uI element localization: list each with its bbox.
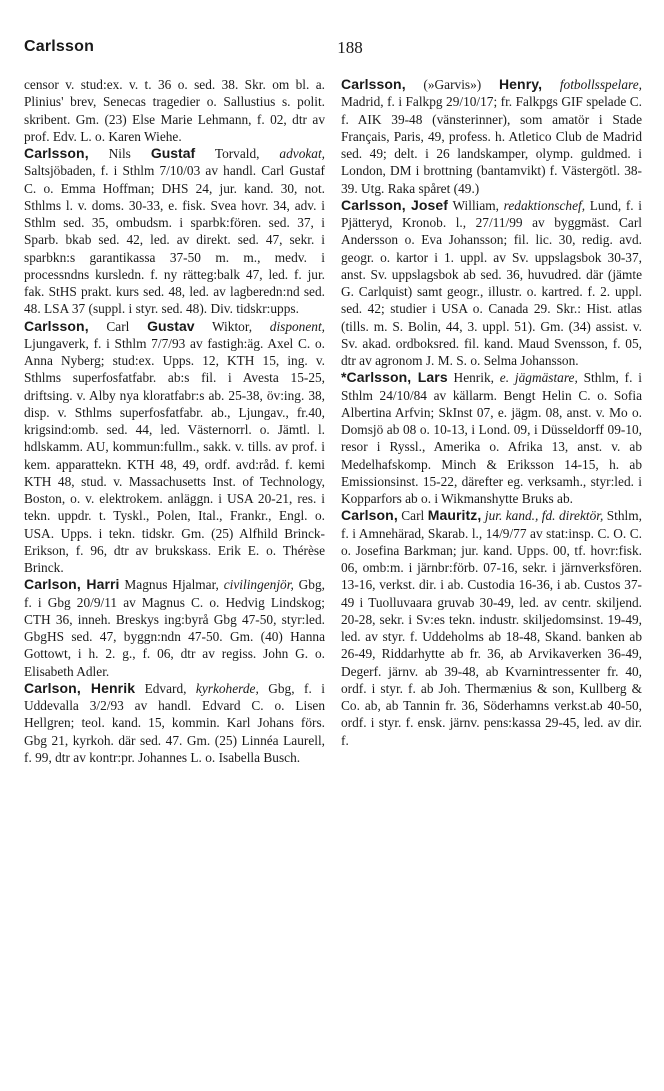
entry-lars-carlsson bbox=[341, 369, 642, 507]
entry-text: Gbg, f. i Gbg 20/9/11 av Magnus C. o. Hedvig Lindskog; CTH 36, inneh. Breskys ing:byrå Gbg 47-50, styr:led. GbgHS sed. 47, byggn:ndn 47-50. Gm. (40) Hanna Gottowt, i h. 2. g., f. 06, dtr av regiss. John G. o. Elisabeth Adler. bbox=[24, 577, 325, 679]
entry-text: Ljungaverk, f. i Sthlm 7/7/93 av fastigh:äg. Axel C. o. Anna Nyberg; stud:ex. Upps. 12, KTH 15, ing. v. Sthlms superfosfatfabr. ab:s fil. i Avesta 15-25, driftsing. v. Alby nya kloratfabr:s ab. 25-38, öv:ing. 38, disp. v. Sthlms superfosfatfabr. ab., Ljungav., fr.40, krigsind:omb. sed. 44, led. Västernorrl. o. Jämtl. l. hdlskamm. AU, kommun:fullm., sakk. v. tills. av prof. i kem. apparattekn. KTH 48, 49, ordf. avd:råd. f. kemi KTH 48, stud. v. Massachusetts Inst. of Technology, Boston, o. v. elektrokem. anläggn. i USA 20-21, res. i tekn. uppdr. t. Tyskl., Polen, Ital., Frankr., Engl. o. USA. Upps. i tekn. tidskr. Gm. (25) Alfhild Brinck-Erikson, f. 96, dtr av brukskass. Erik E. o. Thérèse Brinck. bbox=[24, 335, 325, 575]
entry-call-name: Gustaf bbox=[150, 145, 196, 161]
entry-text: censor v. stud:ex. v. t. 36 o. sed. 38. Skr. om bl. a. Plinius' brev, Senecas tragedier o. Sallustius s. polit. skribent. Gm. (23) Else Marie Lehmann, f. 02, dtr av prof. Edv. L. o. Karen Wiehe. bbox=[24, 77, 325, 144]
entry-text: Lund, f. i Pjätteryd, Kronob. l., 27/11/99 av byggmäst. Carl Andersson o. Eva Johansson; fil. lic. 30, redig. avd. geogr. o. kartor i 1. uppl. av Sv. uppslagsbok 30-37, anst. Sv. uppslagsbok ab sed. 36, huvudred. där (jämte G. Carlquist) samt geogr., illustr. o. kartred. f. 2. uppl. sed. 42; studier i USA o. Canada 29. Skr.: Hist. atlas (tills. m. S. Bolin, 44, 3. uppl. 51). Gm. (34) assist. v. Sv. akad. ordboksred. fil. kand. Maud Svensson, f. 05, dtr av agronom J. M. S. o. Selma Johansson. bbox=[341, 197, 642, 368]
entry-given-names: Carl bbox=[88, 318, 148, 334]
entry-carl-mauritz-carlson bbox=[341, 507, 642, 749]
running-head: Carlsson bbox=[24, 38, 95, 55]
entry-harri-carlson bbox=[24, 576, 325, 680]
entry-text: Gbg, f. i Uddevalla 3/2/93 av handl. Edvard C. o. Lisen Hellgren; teol. kand. 15, kommin. Karl Johans förs. Gbg 21, kyrkoh. där sed. 47. Gm. (25) Linnéa Laurell, f. 99, dtr av kontr:pr. Johannes L. o. Isabella Busch. bbox=[24, 680, 325, 765]
entry-carl-gustav-carlsson bbox=[24, 318, 325, 577]
entry-surname: Carlsson, bbox=[24, 145, 89, 161]
entry-given-names: Nils bbox=[88, 146, 151, 161]
entry-continuation bbox=[24, 76, 325, 145]
page-number: 188 bbox=[337, 38, 363, 57]
entry-occupation: jur. kand., fd. direktör, bbox=[484, 508, 604, 524]
entry-henrik-carlson bbox=[24, 680, 325, 766]
right-column bbox=[341, 76, 642, 749]
entry-given-names: Magnus Hjalmar, bbox=[119, 577, 224, 593]
entry-given-names: Carl bbox=[397, 508, 428, 524]
entry-occupation: kyrkoherde, bbox=[195, 680, 259, 696]
entry-surname: Carlsson, Josef bbox=[341, 196, 449, 213]
entry-surname: *Carlsson, Lars bbox=[341, 369, 448, 386]
page-header bbox=[24, 38, 640, 62]
entry-call-name: Gustav bbox=[147, 317, 195, 334]
entry-call-name: Mauritz, bbox=[427, 507, 482, 524]
entry-given-names-rest bbox=[542, 77, 560, 92]
entry-occupation: fotbollsspelare, bbox=[559, 77, 642, 92]
entry-occupation: redaktionschef, bbox=[503, 197, 586, 213]
entry-text: Madrid, f. i Falkpg 29/10/17; fr. Falkpgs GIF spelade C. f. AIK 39-48 (vänsterinner), som amatör i Stade Français, Paris, 49, profess. h. Atletico Club de Madrid sed. 49; delt. i 26 landskamper, olymp. guldmed. i London, DM i brottning (bantamvikt) f. Västergötl. 38-39. Utg. Raka spåret (49.) bbox=[341, 94, 642, 196]
entry-nickname: (»Garvis») bbox=[405, 77, 499, 92]
entry-josef-carlsson bbox=[341, 197, 642, 370]
entry-surname: Carlsson, bbox=[341, 76, 406, 92]
entry-surname: Carlson, Henrik bbox=[24, 679, 136, 696]
entry-given-names-rest: Torvald, bbox=[195, 146, 280, 161]
entry-surname: Carlson, Harri bbox=[24, 576, 120, 593]
entry-occupation: civilingenjör, bbox=[223, 577, 294, 593]
entry-occupation: e. jägmästare, bbox=[499, 370, 578, 386]
left-column bbox=[24, 76, 325, 766]
entry-given-names-rest: Wiktor, bbox=[194, 318, 270, 334]
entry-text: Sthlm, f. i Sthlm 24/10/84 av källarm. Bengt Helin C. o. Sofia Albertina Arfvin; SkInst 07, e. jägm. 08, anst. v. Mo o. Domsjö ab 08 o. 10-13, i Lond. 09, i Düsseldorff 09-10, resor i Ryssl., Amerika o. Afrika 13, anst. v. ab Medelhafskomp. Minch & Eriksson 14-15, h. ab Emissionsinst. 15-22, därefter eg. verksamh., styr:led. i Kopparfors ab o. i Wikmanshytte Bruks ab. bbox=[341, 370, 643, 506]
entry-henry-carlsson bbox=[341, 76, 642, 197]
entry-text: Sthlm, f. i Amnehärad, Skarab. l., 14/9/77 av stat:insp. C. O. C. o. Josefina Barkman; jur. kand. Upps. 00, tf. hovr:fisk. 06, omb:m. i järnbr:förb. 07-16, sekr. i järnverksfören. 13-16, verkst. dir. i ab. Custodia 16-36, i ab. Custos 37-49 i Tuolluvaara gruvab 30-49, led. av centr. skiljend. 20-28, sekr. i Sv:es tekn. industr. skiljedomsinst. 19-49, led. av styr. f. Uddeholms ab 18-48, Skand. banken ab 26-49, Riddarhytte ab fr. 36, ab Arvikaverken 36-49, Degerf. järnv. ab 39-48, ab Kvarnintressenter fr. 40, ordf. i styr. f. ab Joh. Thermænius & son, Kullberg & Co. ab, ab Tannin fr. 36, Söderhamns verkst.ab 40-50, ordf. i styr. f. ensk. järnv. pens:kassa 29-45, led. av dir. f. bbox=[341, 508, 642, 748]
entry-call-name: Henry, bbox=[498, 76, 543, 92]
entry-given-names: William, bbox=[448, 197, 504, 213]
entry-surname: Carlsson, bbox=[24, 317, 89, 334]
entry-nils-gustaf-carlsson bbox=[24, 145, 325, 318]
entry-given-names: Henrik, bbox=[447, 370, 500, 386]
entry-given-names: Edvard, bbox=[135, 680, 196, 696]
entry-occupation: disponent, bbox=[269, 318, 325, 334]
entry-text: Saltsjöbaden, f. i Sthlm 7/10/03 av handl. Carl Gustaf C. o. Emma Hoffman; DHS 24, jur. kand. 30, not. Sthlms l. v. doms. 30-33, e. fisk. Svea hovr. 34, adv. i Sthlm sed. 35, ombudsm. i sparbk:fören. sed. 37, i Sparb. bkab sed. 42, led. av direkt. sed. 47, sekr. i sparbkn:s garantikassa 37-50 m. m., medv. i processndns kursledn. f. ny rätteg:balk 47, led. f. jur. fak. StHS prakt. kurs sed. 48, led. av lagberedn:nd sed. 48. LSA 37 (suppl. i styr. sed. 48). Div. tidskr:upps. bbox=[24, 163, 325, 317]
entry-occupation: advokat, bbox=[279, 146, 325, 161]
entry-surname: Carlson, bbox=[341, 507, 398, 524]
